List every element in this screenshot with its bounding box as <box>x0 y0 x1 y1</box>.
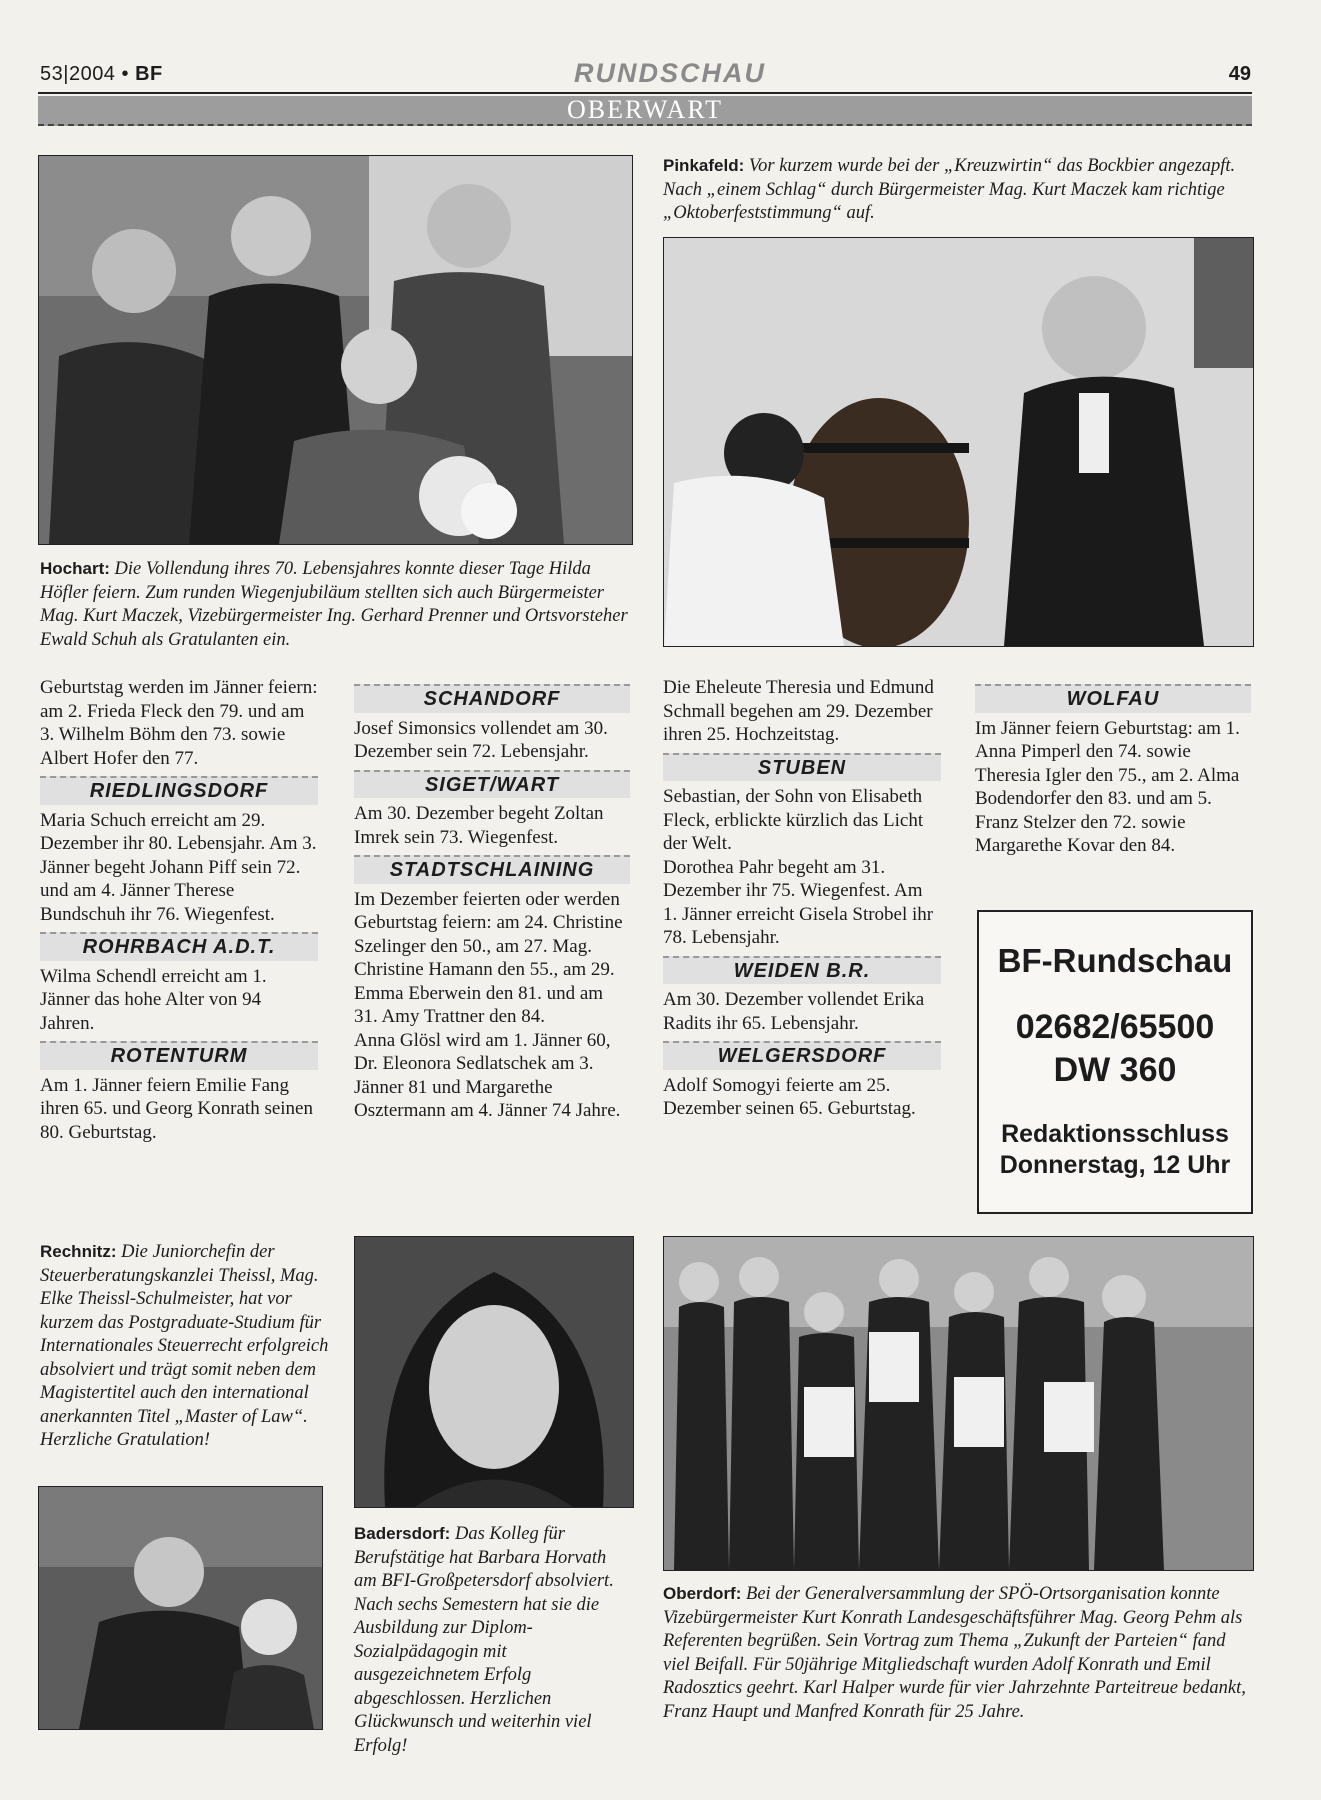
oberdorf-place: Oberdorf: <box>663 1584 742 1603</box>
page-number: 49 <box>1228 63 1251 85</box>
section-stadtschlaining: STADTSCHLAINING <box>354 855 630 884</box>
badersdorf-place: Badersdorf: <box>354 1524 451 1543</box>
section-siget: SIGET/WART <box>354 770 630 799</box>
oberdorf-caption-text: Bei der Generalversammlung der SPÖ-Ortsorganisation konnte Vizebürgermeister Kurt Konrath Landesgeschäftsführer Mag. Georg Pehm als Referenten begrüßen. Sein Vortrag zum Thema „Zukunft der Parteien“ fand viel Beifall. Für 50jährige Mitgliedschaft wurden Adolf Konrath und Emil Radosztics geehrt. Karl Halper wurde für vier Jahrzehnte Parteitreue bedankt, Franz Haupt und Manfred Konrath für 25 Jahre. <box>663 1584 1246 1722</box>
badersdorf-caption-text: Das Kolleg für Berufstätige hat Barbara Horvath am BFI-Großpetersdorf absolviert. Nach sechs Semestern hat sie die Ausbildung zur Diplom-Sozialpädagogin mit ausgezeichnetem Erfolg abgeschlossen. Herzlichen Glückwunsch und weiterhin viel Erfolg! <box>354 1524 614 1756</box>
hochart-place: Hochart: <box>40 559 110 578</box>
deadline-label: Redaktionsschluss <box>1001 1120 1229 1148</box>
rechnitz-caption-text: Die Juniorchefin der Steuerberatungskanzlei Theissl, Mag. Elke Theissl-Schulmeister, hat vor kurzem das Postgraduate-Studium für Internationales Steuerrecht erfolgreich absolviert und trägt somit neben dem Magistertitel auch den international anerkannten Titel „Master of Law“. Herzliche Gratulation! <box>40 1242 329 1450</box>
column-3 <box>663 676 941 1121</box>
section-welgersdorf: WELGERSDORF <box>663 1041 941 1070</box>
hochart-caption-text: Die Vollendung ihres 70. Lebensjahres konnte dieser Tage Hilda Höfler feiern. Zum runden Wiegenjubiläum stellten sich auch Bürgermeister Mag. Kurt Maczek, Vizebürgermeister Ing. Gerhard Prenner und Ortsvorsteher Ewald Schuh als Gratulanten ein. <box>40 559 628 650</box>
section-weiden: WEIDEN B.R. <box>663 956 941 985</box>
col3-intro: Die Eheleute Theresia und Edmund Schmall begehen am 29. Dezember ihren 25. Hochzeitstag. <box>663 677 934 745</box>
stadtschlaining-text-2: Anna Glösl wird am 1. Jänner 60, Dr. Eleonora Sedlatschek am 3. Jänner 81 und Margarethe Osztermann am 4. Jänner 74 Jahre. <box>354 1029 621 1121</box>
section-wolfau: WOLFAU <box>975 684 1251 713</box>
issue-label: 53|2004 • BF <box>40 63 163 85</box>
schandorf-text: Josef Simonsics vollendet am 30. Dezember sein 72. Lebensjahr. <box>354 717 608 762</box>
section-schandorf: SCHANDORF <box>354 684 630 713</box>
badersdorf-photo <box>354 1236 634 1508</box>
hochart-photo <box>38 155 633 545</box>
wolfau-text: Im Jänner feiern Geburtstag: am 1. Anna Pimperl den 74. sowie Theresia Igler den 75., am 2. Alma Bodendorfer den 83. und am 5. Franz Stelzer den 72. sowie Margarethe Kovar den 84. <box>975 717 1240 856</box>
contact-box-title: BF-Rundschau <box>997 942 1233 979</box>
column-2 <box>354 676 630 1123</box>
rechnitz-photo <box>38 1486 323 1730</box>
masthead: RUNDSCHAU <box>574 58 766 88</box>
publication-name: BF <box>135 63 163 85</box>
hochart-caption <box>40 557 630 652</box>
stadtschlaining-text: Im Dezember feierten oder werden Geburtstag feiern: am 24. Christine Szelinger den 50., am 27. Mag. Christine Hamann den 55., am 29. Emma Eberwein den 81. und am 31. Amy Trattner den 84. <box>354 888 623 1027</box>
rechnitz-place: Rechnitz: <box>40 1242 117 1261</box>
rohrbach-text: Wilma Schendl erreicht am 1. Jänner das hohe Alter von 94 Jahren. <box>40 965 267 1034</box>
oberdorf-caption <box>663 1582 1253 1724</box>
pinkafeld-caption-text: Vor kurzem wurde bei der „Kreuzwirtin“ das Bockbier angezapft. Nach „einem Schlag“ durch Bürgermeister Mag. Kurt Maczek kam richtige „Oktoberfeststimmung“ auf. <box>663 156 1236 223</box>
section-band <box>38 96 1252 126</box>
contact-extension: DW 360 <box>1053 1051 1177 1089</box>
pinkafeld-place: Pinkafeld: <box>663 156 745 175</box>
stuben-text: Sebastian, der Sohn von Elisabeth Fleck, erblickte kürzlich das Licht der Welt. <box>663 786 924 854</box>
section-title: OBERWART <box>566 95 723 124</box>
section-rotenturm: ROTENTURM <box>40 1041 318 1070</box>
pinkafeld-photo <box>663 237 1254 647</box>
column-1 <box>40 676 318 1144</box>
welgersdorf-text: Adolf Somogyi feierte am 25. Dezember seinen 65. Geburtstag. <box>663 1074 916 1119</box>
riedlingsdorf-text: Maria Schuch erreicht am 29. Dezember ihr 80. Lebensjahr. Am 3. Jänner begeht Johann Piff sein 72. und am 4. Jänner Therese Bundschuh ihr 76. Wiegenfest. <box>40 809 317 925</box>
rotenturm-text: Am 1. Jänner feiern Emilie Fang ihren 65. und Georg Konrath seinen 80. Geburtstag. <box>40 1074 313 1143</box>
header-rule <box>38 92 1252 94</box>
column-4 <box>975 676 1251 858</box>
col1-intro: Geburtstag werden im Jänner feiern: am 2. Frieda Fleck den 79. und am 3. Wilhelm Böhm den 73. sowie Albert Hofer den 77. <box>40 677 318 769</box>
section-rohrbach: ROHRBACH A.D.T. <box>40 932 318 961</box>
badersdorf-caption <box>354 1522 632 1758</box>
rechnitz-caption <box>40 1240 330 1453</box>
issue-number: 53|2004 <box>40 63 116 85</box>
stuben-text-2: Dorothea Pahr begeht am 31. Dezember ihr 75. Wiegenfest. Am 1. Jänner erreicht Gisela Strobel ihr 78. Lebensjahr. <box>663 856 934 948</box>
pinkafeld-caption <box>663 154 1251 226</box>
oberdorf-photo <box>663 1236 1254 1571</box>
deadline-value: Donnerstag, 12 Uhr <box>999 1151 1231 1179</box>
contact-phone: 02682/65500 <box>1015 1008 1215 1046</box>
siget-text: Am 30. Dezember begeht Zoltan Imrek sein 73. Wiegenfest. <box>354 803 604 848</box>
contact-box <box>977 910 1253 1214</box>
section-stuben: STUBEN <box>663 753 941 782</box>
weiden-text: Am 30. Dezember vollendet Erika Radits ihr 65. Lebensjahr. <box>663 989 925 1034</box>
section-riedlingsdorf: RIEDLINGSDORF <box>40 776 318 805</box>
